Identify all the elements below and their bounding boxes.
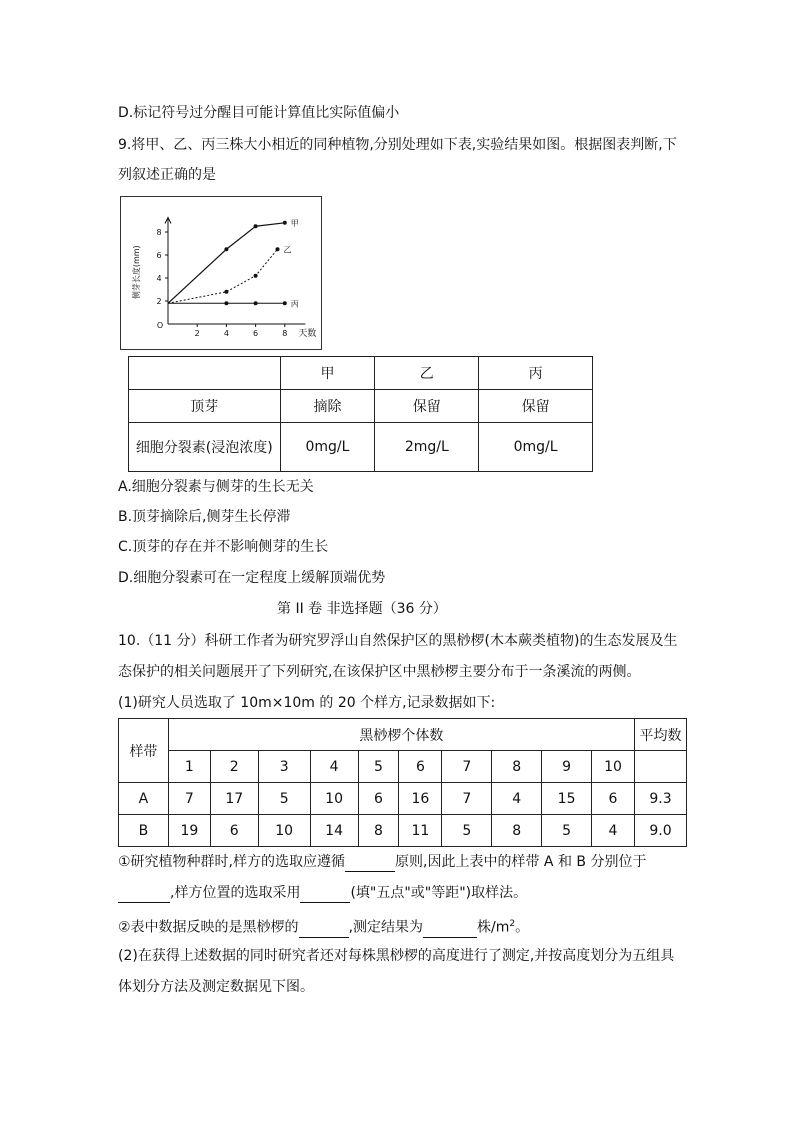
x-tick-label: 8 bbox=[282, 329, 288, 338]
table-cell: B bbox=[119, 815, 169, 847]
q1-text-d: (填"五点"或"等距")取样法。 bbox=[350, 885, 528, 901]
answer-blank[interactable] bbox=[118, 888, 170, 903]
table-cell: 19 bbox=[168, 815, 210, 847]
series-label: 甲 bbox=[290, 218, 299, 228]
x-tick-label: 4 bbox=[223, 329, 229, 338]
q9-stem-line1: 9.将甲、乙、丙三株大小相近的同种植物,分别处理如下表,实验结果如图。根据图表判断,下 bbox=[118, 137, 677, 153]
table-row bbox=[129, 423, 593, 472]
q9-option-b: B.顶芽摘除后,侧芽生长停滞 bbox=[118, 509, 291, 525]
table-cell: 甲 bbox=[280, 357, 375, 390]
table-cell: 0mg/L bbox=[280, 423, 375, 472]
table-cell bbox=[634, 751, 686, 783]
data-point bbox=[283, 301, 287, 305]
table-cell: 保留 bbox=[375, 390, 479, 423]
y-tick-label: 4 bbox=[156, 274, 162, 283]
q2-text-a: ②表中数据反映的是黑桫椤的 bbox=[118, 919, 299, 936]
data-point bbox=[254, 274, 258, 278]
y-tick-label: 2 bbox=[156, 297, 162, 306]
table-cell: 保留 bbox=[479, 390, 593, 423]
q1-text-c: ,样方位置的选取采用 bbox=[170, 885, 301, 901]
data-point bbox=[224, 247, 228, 251]
table-cell: 1 bbox=[168, 751, 210, 783]
q9-stem-line2: 列叙述正确的是 bbox=[118, 167, 216, 183]
table-cell: 4 bbox=[492, 783, 542, 815]
q10-question2 bbox=[118, 914, 529, 938]
table-cell: 8 bbox=[358, 815, 399, 847]
answer-blank[interactable] bbox=[299, 923, 349, 938]
q9-table bbox=[128, 356, 593, 472]
table-cell: 9.3 bbox=[634, 783, 686, 815]
q10-question1-cont bbox=[118, 883, 527, 903]
q10-part2-line2: 体划分方法及测定数据见下图。 bbox=[118, 979, 314, 995]
data-point bbox=[283, 221, 287, 225]
table-cell: 5 bbox=[442, 815, 492, 847]
table-header-row bbox=[129, 357, 593, 390]
table-cell: 6 bbox=[592, 783, 635, 815]
table-number-row bbox=[119, 751, 687, 783]
x-tick-label: 2 bbox=[194, 329, 200, 338]
table-cell: 8 bbox=[492, 815, 542, 847]
series-line-2 bbox=[168, 249, 278, 303]
table-header-row bbox=[119, 719, 687, 751]
data-point bbox=[254, 224, 258, 228]
q2-superscript: 2 bbox=[509, 919, 516, 929]
avg-header: 平均数 bbox=[634, 719, 686, 751]
q2-text-b: ,测定结果为 bbox=[348, 919, 424, 936]
q2-text-c: 株/m bbox=[477, 919, 510, 936]
table-cell: 7 bbox=[442, 783, 492, 815]
q10-stem-line2: 态保护的相关问题展开了下列研究,在该保护区中黑桫椤主要分布于一条溪流的两侧。 bbox=[118, 664, 641, 680]
table-cell: 顶芽 bbox=[129, 390, 281, 423]
q9-chart-svg bbox=[121, 197, 321, 349]
q10-stem-line1: 10.（11 分）科研工作者为研究罗浮山自然保护区的黑桫椤(木本蕨类植物)的生态发展及生 bbox=[118, 633, 678, 649]
origin-label: O bbox=[156, 321, 164, 330]
table-cell: 2mg/L bbox=[375, 423, 479, 472]
table-cell: 摘除 bbox=[280, 390, 375, 423]
table-cell: 丙 bbox=[479, 357, 593, 390]
data-point bbox=[224, 301, 228, 305]
table-cell: 6 bbox=[358, 783, 399, 815]
table-cell: 10 bbox=[258, 815, 310, 847]
count-header: 黑桫椤个体数 bbox=[168, 719, 634, 751]
table-cell: 10 bbox=[592, 751, 635, 783]
table-cell: 6 bbox=[399, 751, 442, 783]
series-label: 乙 bbox=[283, 245, 292, 255]
data-point bbox=[224, 290, 228, 294]
answer-blank[interactable] bbox=[423, 923, 477, 938]
table-cell: 细胞分裂素(浸泡浓度) bbox=[129, 423, 281, 472]
table-cell: 17 bbox=[210, 783, 258, 815]
table-cell: 5 bbox=[542, 815, 592, 847]
q9-option-a: A.细胞分裂素与侧芽的生长无关 bbox=[118, 479, 314, 495]
answer-blank[interactable] bbox=[345, 857, 395, 872]
table-cell: 6 bbox=[210, 815, 258, 847]
q9-option-d: D.细胞分裂素可在一定程度上缓解顶端优势 bbox=[118, 570, 386, 586]
answer-blank[interactable] bbox=[300, 888, 350, 903]
q10-part2-line1: (2)在获得上述数据的同时研究者还对每株黑桫椤的高度进行了测定,并按高度划分为五组具 bbox=[118, 948, 675, 964]
table-cell: 5 bbox=[258, 783, 310, 815]
table-cell: A bbox=[119, 783, 169, 815]
table-row bbox=[129, 390, 593, 423]
table-cell: 9 bbox=[542, 751, 592, 783]
y-tick-label: 6 bbox=[156, 251, 162, 260]
table-cell: 0mg/L bbox=[479, 423, 593, 472]
band-header: 样带 bbox=[119, 719, 169, 783]
q1-text-a: ①研究植物种群时,样方的选取应遵循 bbox=[118, 854, 346, 870]
table-cell: 7 bbox=[442, 751, 492, 783]
q1-text-b: 原则,因此上表中的样带 A 和 B 分别位于 bbox=[395, 854, 647, 870]
series-label: 丙 bbox=[290, 299, 299, 309]
table-cell: 16 bbox=[399, 783, 442, 815]
table-cell: 4 bbox=[592, 815, 635, 847]
x-tick-label: 6 bbox=[253, 329, 259, 338]
table-cell: 8 bbox=[492, 751, 542, 783]
q10-part1: (1)研究人员选取了 10m×10m 的 20 个样方,记录数据如下: bbox=[118, 695, 496, 711]
table-cell bbox=[129, 357, 281, 390]
q9-option-c: C.顶芽的存在并不影响侧芽的生长 bbox=[118, 539, 329, 555]
y-axis-label: 侧芽长度(mm) bbox=[132, 245, 141, 300]
q8-option-d: D.标记符号过分醒目可能计算值比实际值偏小 bbox=[118, 105, 400, 121]
table-row bbox=[119, 783, 687, 815]
x-axis-label: 天数 bbox=[298, 329, 317, 339]
table-cell: 3 bbox=[258, 751, 310, 783]
section2-title: 第 II 卷 非选择题（36 分） bbox=[277, 601, 447, 617]
table-cell: 7 bbox=[168, 783, 210, 815]
data-point bbox=[276, 247, 280, 251]
data-point bbox=[254, 301, 258, 305]
table-cell: 4 bbox=[310, 751, 358, 783]
q9-chart bbox=[120, 196, 322, 350]
y-tick-label: 8 bbox=[156, 228, 162, 237]
q10-table bbox=[118, 718, 687, 847]
table-row bbox=[119, 815, 687, 847]
table-cell: 11 bbox=[399, 815, 442, 847]
table-cell: 2 bbox=[210, 751, 258, 783]
table-cell: 14 bbox=[310, 815, 358, 847]
table-cell: 乙 bbox=[375, 357, 479, 390]
table-cell: 10 bbox=[310, 783, 358, 815]
table-cell: 15 bbox=[542, 783, 592, 815]
table-cell: 9.0 bbox=[634, 815, 686, 847]
table-cell: 5 bbox=[358, 751, 399, 783]
q10-question1 bbox=[118, 852, 646, 872]
q2-text-d: 。 bbox=[515, 919, 530, 936]
